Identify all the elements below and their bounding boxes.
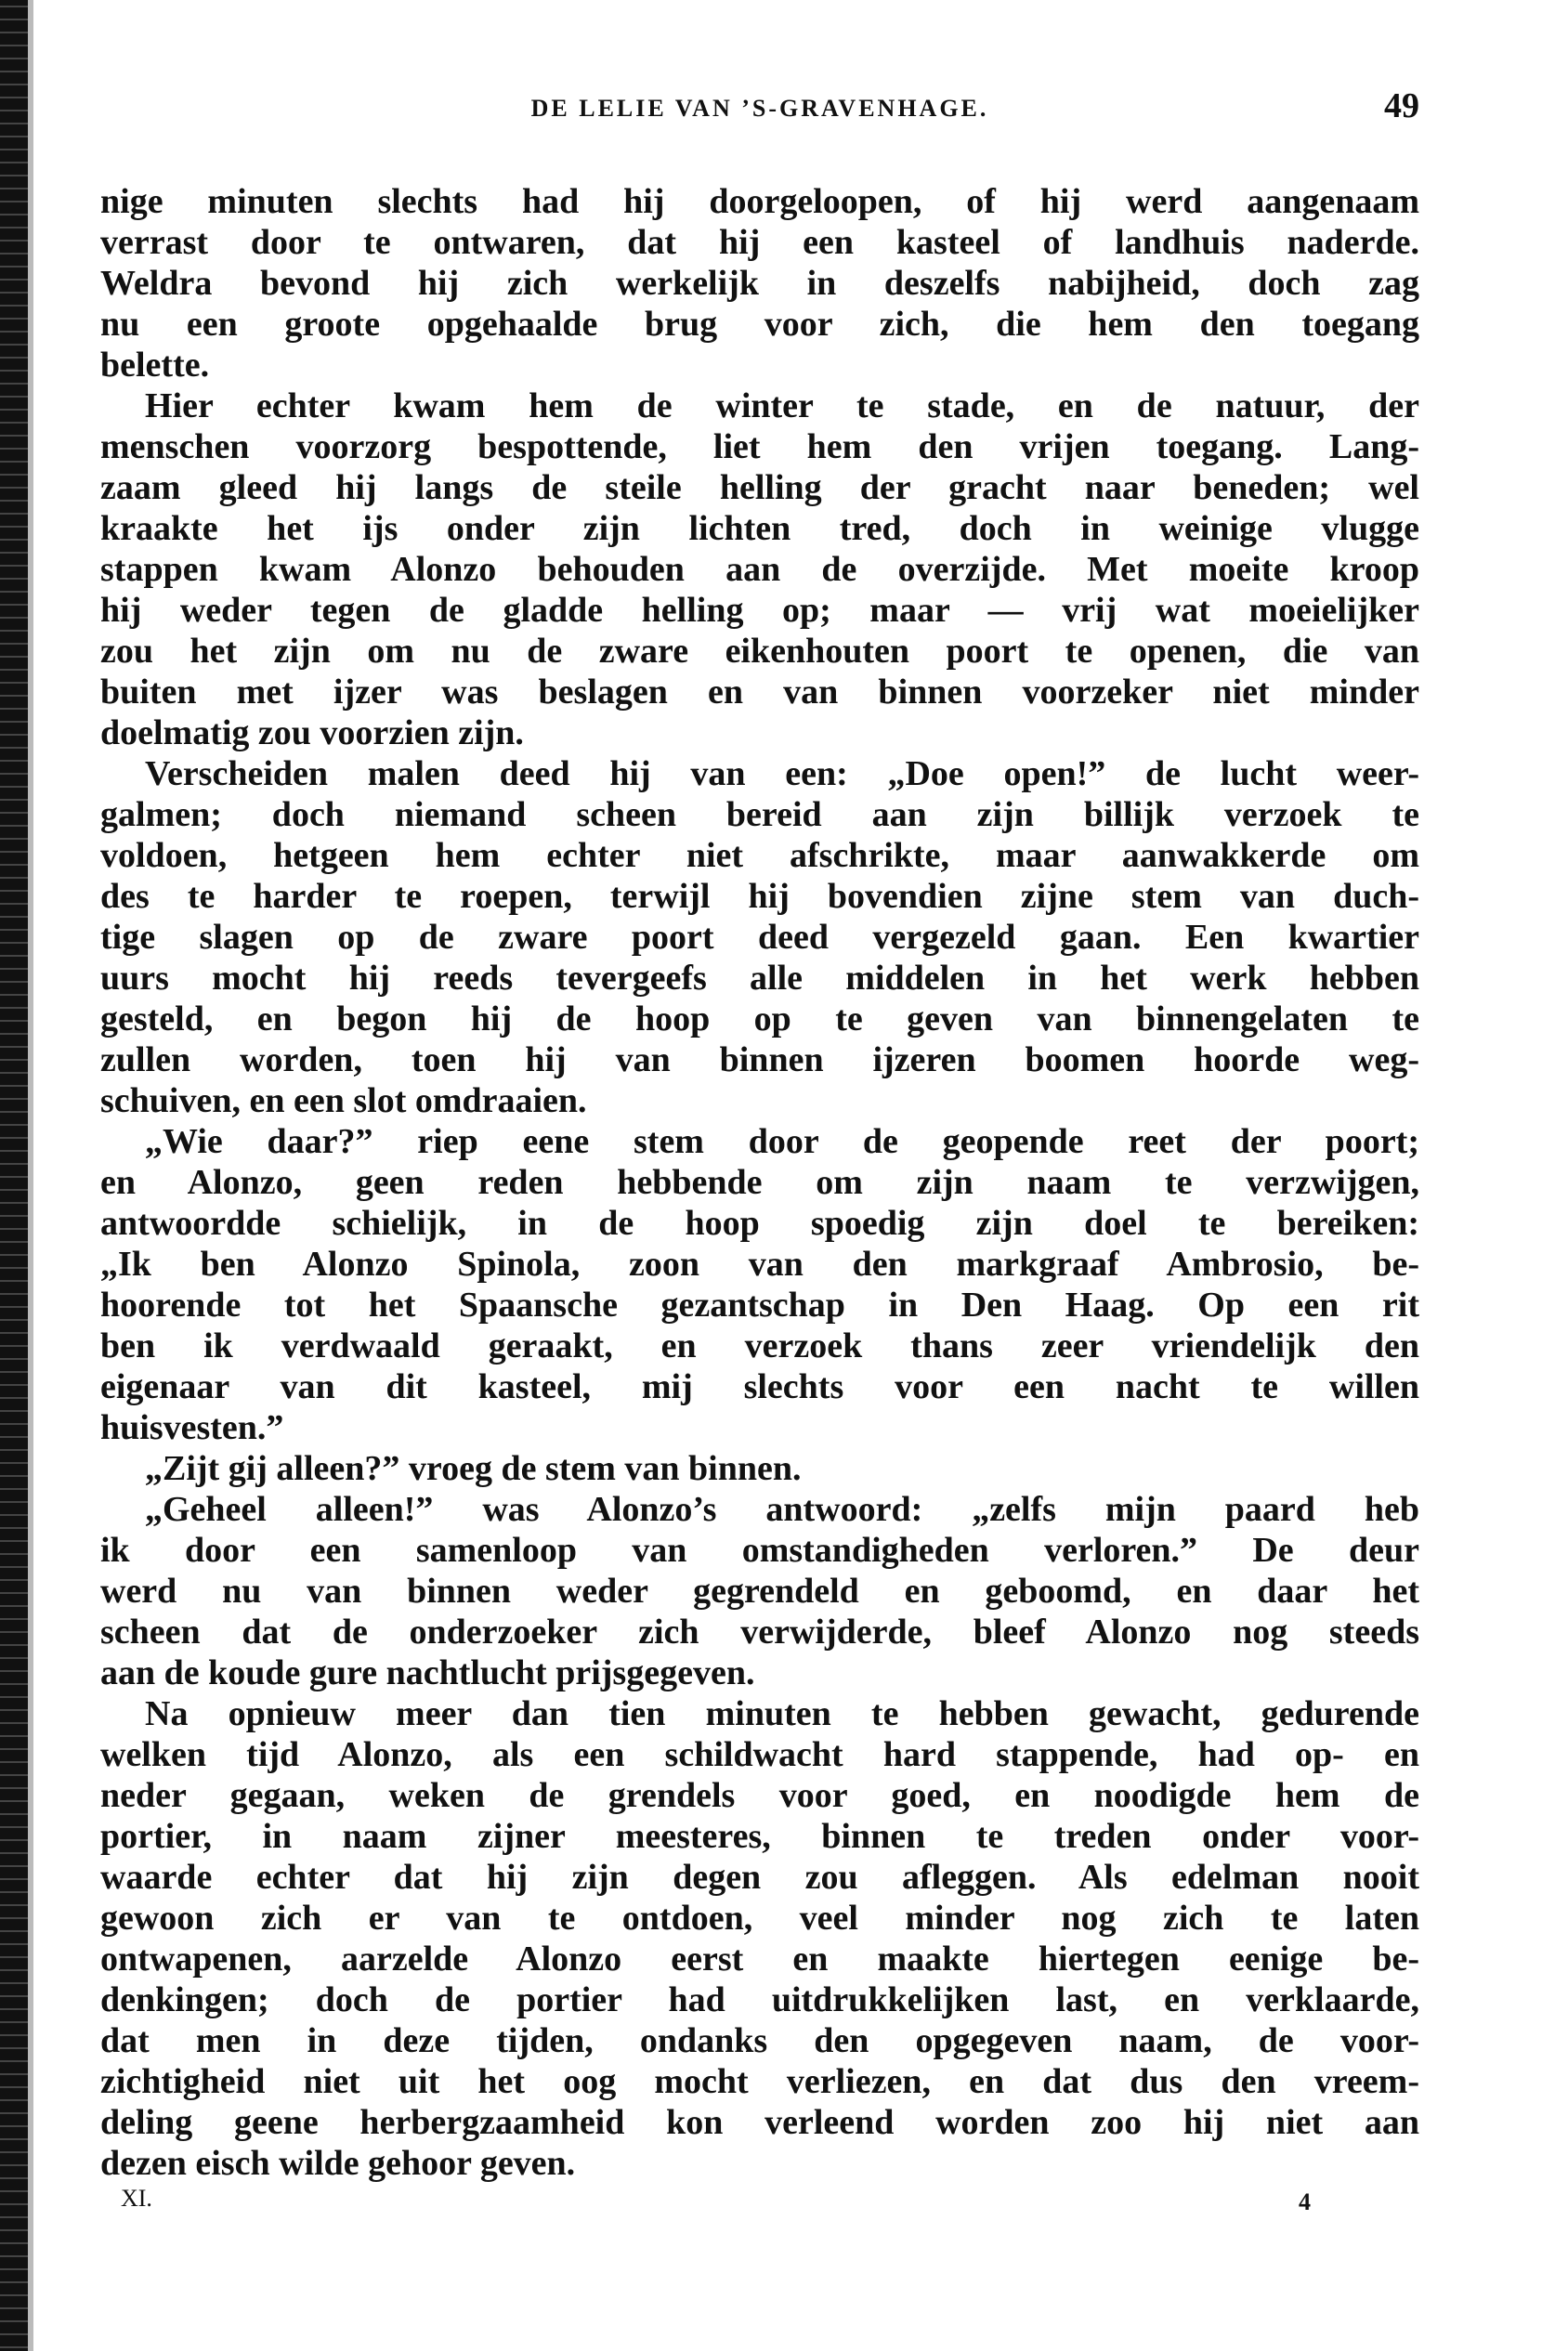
text-line: nu een groote opgehaalde brug voor zich, die hem den toegang: [100, 305, 1419, 344]
text-line: neder gegaan, weken de grendels voor goed, en noodigde hem de: [100, 1776, 1419, 1815]
body-text: [100, 181, 1419, 2184]
text-line: tige slagen op de zware poort deed vergezeld gaan. Een kwartier: [100, 918, 1419, 957]
text-line: verrast door te ontwaren, dat hij een kasteel of landhuis naderde.: [100, 223, 1419, 262]
text-line: Verscheiden malen deed hij van een: „Doe open!” de lucht weer-: [145, 754, 1419, 793]
text-line: huisvesten.”: [100, 1408, 284, 1447]
page-header: [100, 85, 1419, 126]
text-line: Na opnieuw meer dan tien minuten te hebben gewacht, gedurende: [145, 1694, 1419, 1733]
text-line: werd nu van binnen weder gegrendeld en geboomd, en daar het: [100, 1572, 1419, 1611]
text-line: aan de koude gure nachtlucht prijsgegeven.: [100, 1653, 755, 1692]
text-line: doelmatig zou voorzien zijn.: [100, 713, 524, 752]
text-line: scheen dat de onderzoeker zich verwijderde, bleef Alonzo nog steeds: [100, 1613, 1419, 1652]
page-footer: [100, 2185, 1419, 2226]
text-line: menschen voorzorg bespottende, liet hem den vrijen toegang. Lang-: [100, 427, 1419, 466]
text-line: deling geene herbergzaamheid kon verleend worden zoo hij niet aan: [100, 2103, 1419, 2142]
text-line: zaam gleed hij langs de steile helling der gracht naar beneden; wel: [100, 468, 1419, 507]
text-line: uurs mocht hij reeds tevergeefs alle middelen in het werk hebben: [100, 959, 1419, 998]
text-line: eigenaar van dit kasteel, mij slechts voor een nacht te willen: [100, 1367, 1419, 1406]
paragraph: [100, 1489, 1419, 1693]
text-line: „Geheel alleen!” was Alonzo’s antwoord: „zelfs mijn paard heb: [145, 1490, 1419, 1529]
text-line: stappen kwam Alonzo behouden aan de overzijde. Met moeite kroop: [100, 550, 1419, 589]
text-line: ontwapenen, aarzelde Alonzo eerst en maakte hiertegen eenige be-: [100, 1940, 1419, 1979]
text-line: voldoen, hetgeen hem echter niet afschrikte, maar aanwakkerde om: [100, 836, 1419, 875]
text-line: Hier echter kwam hem de winter te stade, en de natuur, der: [145, 386, 1419, 425]
text-line: zichtigheid niet uit het oog mocht verliezen, en dat dus den vreem-: [100, 2062, 1419, 2101]
text-line: buiten met ijzer was beslagen en van binnen voorzeker niet minder: [100, 673, 1419, 712]
text-line: kraakte het ijs onder zijn lichten tred, doch in weinige vlugge: [100, 509, 1419, 548]
text-line: hoorende tot het Spaansche gezantschap in Den Haag. Op een rit: [100, 1286, 1419, 1325]
text-line: gesteld, en begon hij de hoop op te geven van binnengelaten te: [100, 999, 1419, 1038]
text-line: zou het zijn om nu de zware eikenhouten poort te openen, die van: [100, 632, 1419, 671]
text-line: hij weder tegen de gladde helling op; maar — vrij wat moeielijker: [100, 591, 1419, 630]
text-line: schuiven, en een slot omdraaien.: [100, 1081, 587, 1120]
text-line: nige minuten slechts had hij doorgeloopen, of hij werd aangenaam: [100, 182, 1419, 221]
paragraph: [100, 753, 1419, 1121]
text-line: „Ik ben Alonzo Spinola, zoon van den markgraaf Ambrosio, be-: [100, 1245, 1419, 1284]
paragraph: [100, 181, 1419, 385]
signature-mark: XI.: [121, 2185, 152, 2212]
paragraph: [100, 1693, 1419, 2184]
page-number: 49: [1384, 86, 1419, 125]
text-line: zullen worden, toen hij van binnen ijzeren boomen hoorde weg-: [100, 1040, 1419, 1079]
paragraph: [100, 1121, 1419, 1448]
text-line: „Zijt gij alleen?” vroeg de stem van binnen.: [145, 1449, 802, 1488]
text-line: en Alonzo, geen reden hebbende om zijn naam te verzwijgen,: [100, 1163, 1419, 1202]
text-line: galmen; doch niemand scheen bereid aan zijn billijk verzoek te: [100, 795, 1419, 834]
running-title: DE LELIE VAN ’S-GRAVENHAGE.: [530, 95, 989, 122]
paragraph: [100, 1448, 1419, 1489]
text-line: dezen eisch wilde gehoor geven.: [100, 2144, 576, 2183]
book-binding-edge: [0, 0, 28, 2351]
text-line: welken tijd Alonzo, als een schildwacht hard stappende, had op- en: [100, 1735, 1419, 1774]
paragraph: [100, 385, 1419, 753]
text-line: „Wie daar?” riep eene stem door de geopende reet der poort;: [145, 1122, 1419, 1161]
sheet-number: 4: [1299, 2188, 1311, 2215]
text-line: dat men in deze tijden, ondanks den opgegeven naam, de voor-: [100, 2021, 1419, 2060]
text-line: ik door een samenloop van omstandigheden verloren.” De deur: [100, 1531, 1419, 1570]
text-line: antwoordde schielijk, in de hoop spoedig zijn doel te bereiken:: [100, 1204, 1419, 1243]
text-line: portier, in naam zijner meesteres, binnen te treden onder voor-: [100, 1817, 1419, 1856]
text-line: waarde echter dat hij zijn degen zou afleggen. Als edelman nooit: [100, 1858, 1419, 1897]
text-line: des te harder te roepen, terwijl hij bovendien zijne stem van duch-: [100, 877, 1419, 916]
text-line: gewoon zich er van te ontdoen, veel minder nog zich te laten: [100, 1899, 1419, 1938]
text-line: ben ik verdwaald geraakt, en verzoek thans zeer vriendelijk den: [100, 1326, 1419, 1365]
text-line: denkingen; doch de portier had uitdrukkelijken last, en verklaarde,: [100, 1980, 1419, 2019]
text-line: Weldra bevond hij zich werkelijk in deszelfs nabijheid, doch zag: [100, 264, 1419, 303]
text-line: belette.: [100, 346, 210, 385]
